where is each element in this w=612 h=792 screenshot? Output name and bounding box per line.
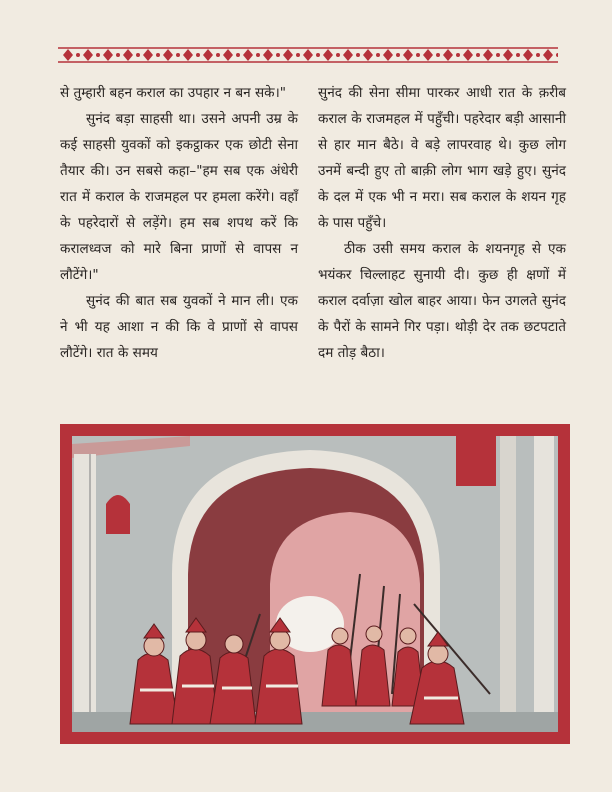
border-motif <box>423 49 433 61</box>
border-dot <box>236 53 240 57</box>
paragraph-1: से तुम्हारी बहन कराल का उपहार न बन सके।" <box>60 85 287 101</box>
border-dot <box>156 53 160 57</box>
border-dot <box>336 53 340 57</box>
border-motif <box>243 49 253 61</box>
border-motif <box>503 49 513 61</box>
border-motif <box>183 49 193 61</box>
border-dot <box>196 53 200 57</box>
border-dot <box>376 53 380 57</box>
border-dot <box>476 53 480 57</box>
border-dot <box>396 53 400 57</box>
border-motif <box>543 49 553 61</box>
border-dot <box>76 53 80 57</box>
border-dot <box>96 53 100 57</box>
left-text-column <box>60 80 298 366</box>
palace-attack-illustration <box>60 424 570 744</box>
border-dot <box>516 53 520 57</box>
border-motif <box>403 49 413 61</box>
border-dot <box>496 53 500 57</box>
border-motif <box>283 49 293 61</box>
border-motif <box>263 49 273 61</box>
border-motif <box>363 49 373 61</box>
paragraph-3: सुनंद की बात सब युवकों ने मान ली। एक ने भी यह आशा न की कि वे प्राणों से वापस लौटेंगे। रात के समय <box>60 293 298 361</box>
border-dot <box>256 53 260 57</box>
paragraph-4: सुनंद की सेना सीमा पारकर आधी रात के क़रीब कराल के राजमहल में पहुँची। पहरेदार बड़ी आसानी से हार मान बैठे। वे बड़े लापरवाह थे। कुछ लोग उनमें बन्दी हुए तो बाक़ी लोग भाग खड़े हुए। सुनंद के दल में एक भी न मरा। सब कराल के शयन गृह के पास पहुँचे। <box>318 85 566 231</box>
decorative-top-border <box>58 44 558 66</box>
border-dot <box>416 53 420 57</box>
border-dot <box>216 53 220 57</box>
border-dot <box>556 53 558 57</box>
border-motif <box>203 49 213 61</box>
left-pillar <box>74 454 96 732</box>
border-motif <box>383 49 393 61</box>
border-motif <box>63 49 73 61</box>
border-motif <box>323 49 333 61</box>
border-motif <box>303 49 313 61</box>
border-motif <box>123 49 133 61</box>
paragraph-2: सुनंद बड़ा साहसी था। उसने अपनी उम्र के कई साहसी युवकों को इकट्ठाकर एक छोटी सेना तैयार की। उन सबसे कहा–"हम सब एक अंधेरी रात में कराल के राजमहल पर हमला करेंगे। वहाँ के पहरेदारों से लड़ेंगे। हम सब शपथ करें कि करालध्वज को मारे बिना प्राणों से वापस न लौटेंगे।" <box>60 111 298 283</box>
border-motif <box>463 49 473 61</box>
border-dot <box>316 53 320 57</box>
paragraph-5: ठीक उसी समय कराल के शयनगृह से एक भयंकर चिल्लाहट सुनायी दी। कुछ ही क्षणों में कराल दर्वाज़ा खोल बाहर आया। फेन उगलते सुनंद के पैरों के सामने गिर पड़ा। थोड़ी देर तक छटपटाते दम तोड़ बैठा। <box>318 241 566 361</box>
border-dot <box>436 53 440 57</box>
border-motif <box>103 49 113 61</box>
border-dot <box>116 53 120 57</box>
border-motif <box>483 49 493 61</box>
arched-window <box>106 495 130 534</box>
border-motif <box>223 49 233 61</box>
border-motif <box>83 49 93 61</box>
right-pillar <box>500 436 516 732</box>
border-motif <box>443 49 453 61</box>
border-motif <box>343 49 353 61</box>
right-text-column <box>318 80 566 366</box>
far-right-pillar <box>534 436 554 732</box>
border-dot <box>296 53 300 57</box>
border-motif <box>143 49 153 61</box>
border-dot <box>276 53 280 57</box>
border-dot <box>136 53 140 57</box>
border-dot <box>456 53 460 57</box>
border-dot <box>176 53 180 57</box>
upper-window <box>456 436 496 486</box>
border-dot <box>356 53 360 57</box>
border-motif <box>163 49 173 61</box>
border-dot <box>536 53 540 57</box>
border-motif <box>523 49 533 61</box>
